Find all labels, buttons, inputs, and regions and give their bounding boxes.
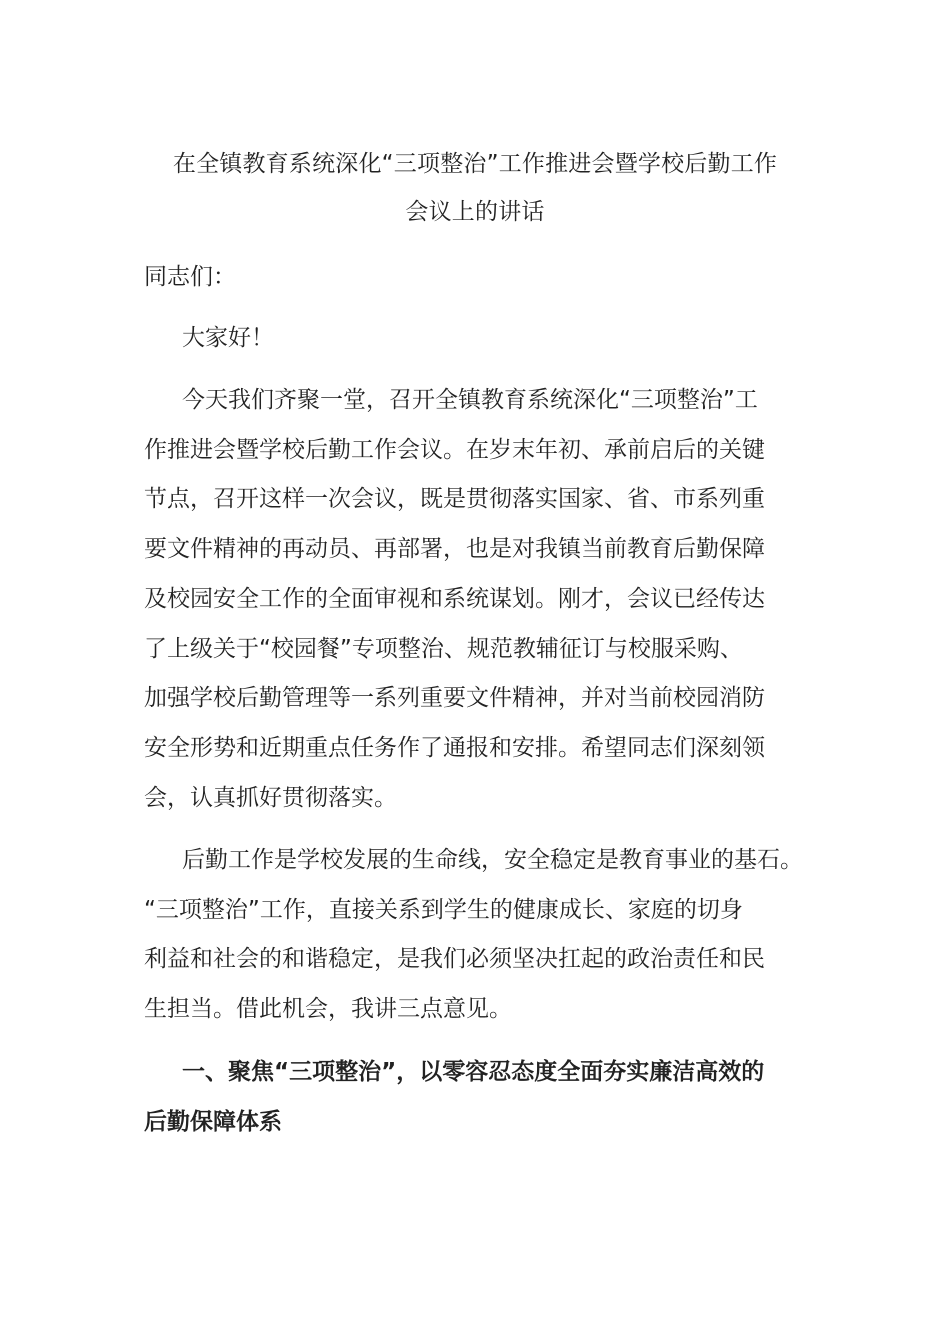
section-heading-1 xyxy=(144,1048,824,1147)
document-title xyxy=(144,140,806,236)
paragraph-line: 了上级关于“校园餐”专项整治、规范教辅征订与校服采购、 xyxy=(144,635,743,662)
salutation: 同志们： xyxy=(144,264,236,290)
greeting: 大家好！ xyxy=(182,325,274,351)
heading-line: 后勤保障体系 xyxy=(144,1108,282,1135)
paragraph-line: 生担当。借此机会，我讲三点意见。 xyxy=(144,996,512,1023)
paragraph-line: 要文件精神的再动员、再部署，也是对我镇当前教育后勤保障 xyxy=(144,536,765,563)
paragraph-line: 今天我们齐聚一堂，召开全镇教育系统深化“三项整治”工 xyxy=(182,387,758,413)
title-line: 会议上的讲话 xyxy=(405,199,545,225)
paragraph-line: 会，认真抓好贯彻落实。 xyxy=(144,784,397,811)
paragraph-line: 安全形势和近期重点任务作了通报和安排。希望同志们深刻领 xyxy=(144,734,765,761)
title-line: 在全镇教育系统深化“三项整治”工作推进会暨学校后勤工作 xyxy=(172,151,778,177)
heading-line: 一、聚焦“三项整治”，以零容忍态度全面夯实廉洁高效的 xyxy=(182,1059,765,1085)
paragraph-line: 作推进会暨学校后勤工作会议。在岁末年初、承前启后的关键 xyxy=(144,436,765,463)
paragraph-line: 及校园安全工作的全面审视和系统谋划。刚才，会议已经传达 xyxy=(144,585,765,612)
paragraph-intro xyxy=(144,376,824,823)
paragraph-line: 节点，召开这样一次会议，既是贯彻落实国家、省、市系列重 xyxy=(144,486,765,513)
paragraph-line: 加强学校后勤管理等一系列重要文件精神，并对当前校园消防 xyxy=(144,685,765,712)
paragraph-logistics xyxy=(144,836,824,1035)
greeting-paragraph xyxy=(144,314,824,364)
paragraph-line: “三项整治”工作，直接关系到学生的健康成长、家庭的切身 xyxy=(144,896,743,923)
paragraph-line: 后勤工作是学校发展的生命线，安全稳定是教育事业的基石。 xyxy=(182,847,803,873)
paragraph-line: 利益和社会的和谐稳定，是我们必须坚决扛起的政治责任和民 xyxy=(144,946,765,973)
